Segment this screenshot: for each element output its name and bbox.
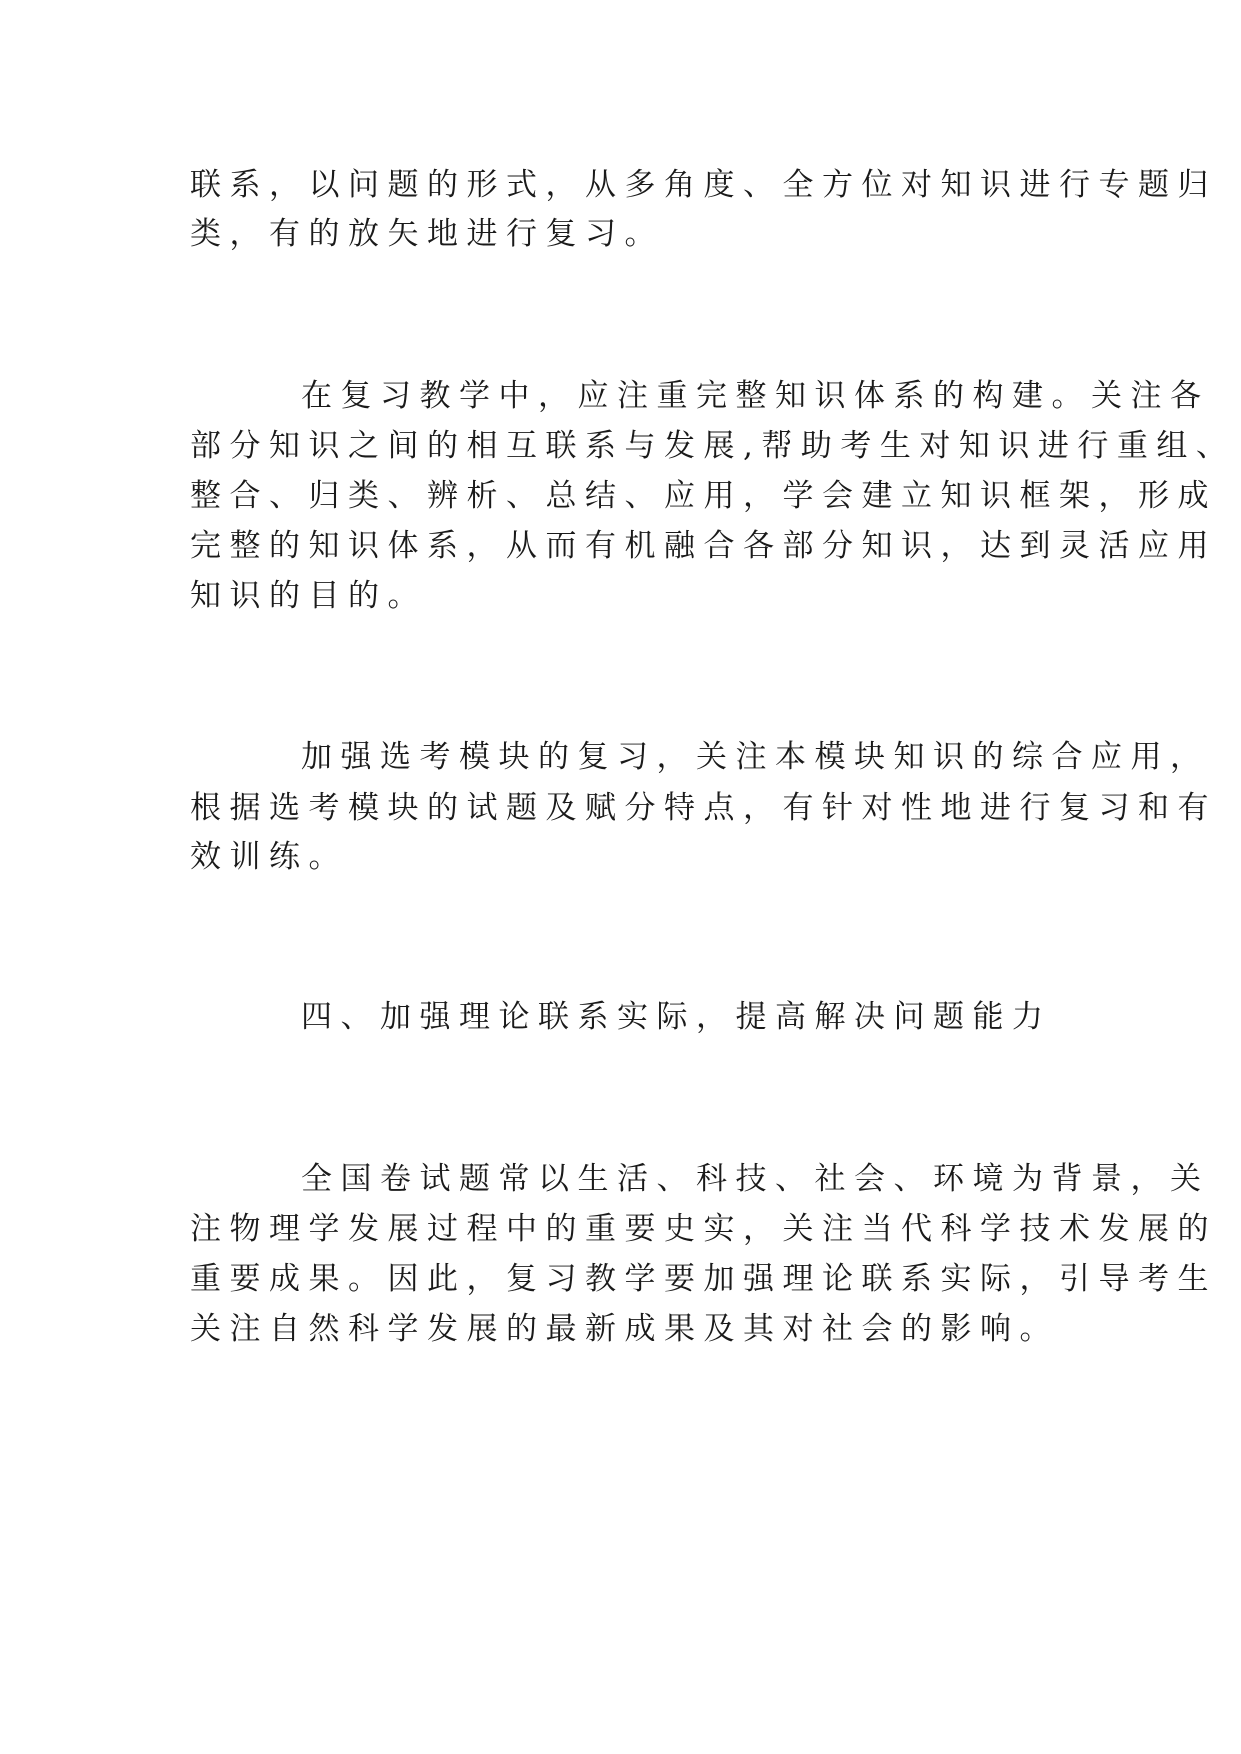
paragraph-line: 注物理学发展过程中的重要史实，关注当代科学技术发展的 bbox=[190, 1211, 1217, 1247]
paragraph-line: 完整的知识体系，从而有机融合各部分知识，达到灵活应用 bbox=[190, 528, 1217, 564]
paragraph-line: 效训练。 bbox=[190, 839, 348, 875]
paragraph-line: 类，有的放矢地进行复习。 bbox=[190, 216, 664, 252]
paragraph-line: 在复习教学中，应注重完整知识体系的构建。关注各 bbox=[301, 378, 1210, 414]
paragraph-line: 关注自然科学发展的最新成果及其对社会的影响。 bbox=[190, 1311, 1059, 1347]
paragraph-line: 重要成果。因此，复习教学要加强理论联系实际，引导考生 bbox=[190, 1261, 1217, 1297]
paragraph-line: 全国卷试题常以生活、科技、社会、环境为背景，关 bbox=[301, 1161, 1210, 1197]
paragraph-line: 知识的目的。 bbox=[190, 578, 427, 614]
paragraph-line: 联系，以问题的形式，从多角度、全方位对知识进行专题归 bbox=[190, 167, 1217, 203]
paragraph-line: 部分知识之间的相互联系与发展,帮助考生对知识进行重组、 bbox=[190, 428, 1236, 464]
paragraph-line: 整合、归类、辨析、总结、应用，学会建立知识框架，形成 bbox=[190, 478, 1217, 514]
section-heading: 四、加强理论联系实际，提高解决问题能力 bbox=[301, 999, 1052, 1035]
paragraph-line: 加强选考模块的复习，关注本模块知识的综合应用， bbox=[301, 739, 1210, 775]
paragraph-line: 根据选考模块的试题及赋分特点，有针对性地进行复习和有 bbox=[190, 790, 1217, 826]
